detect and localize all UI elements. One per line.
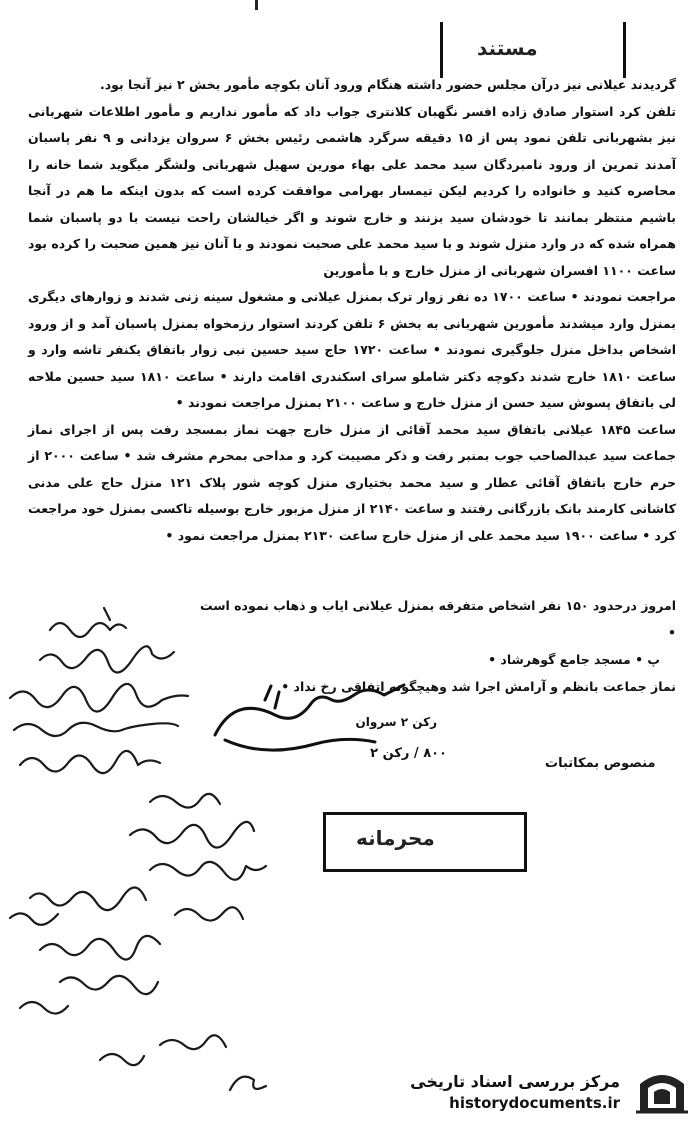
bottom-stamp-text: محرمانه xyxy=(356,826,435,850)
page-mark xyxy=(255,0,258,10)
top-stamp-text: مستند xyxy=(477,36,538,60)
classification-note: منصوص بمکاتبات xyxy=(545,756,656,771)
handwritten-margin-notes xyxy=(0,590,300,1110)
report-body xyxy=(28,72,676,549)
logo-url: historydocuments.ir xyxy=(449,1094,620,1112)
report-paragraph: گردیدند عیلانی نیز درآن مجلس حضور داشته هنگام ورود آنان بکوچه مأمور بخش ۲ نیز آنجا بود. xyxy=(99,77,676,92)
signature-rank: رکن ۲ سروان xyxy=(355,715,437,729)
footnote-line: امروز درحدود ۱۵۰ نفر اشخاص متفرقه بمنزل عیلانی ایاب و ذهاب نموده است • xyxy=(200,598,676,640)
signature-block xyxy=(205,680,505,770)
bottom-stamp xyxy=(323,812,527,872)
signature-office-line: ۸۰۰ / رکن ۲ xyxy=(370,746,447,761)
report-paragraph: ساعت ۱۸۴۵ عیلانی باتفاق سید محمد آقائی از منزل خارج جهت نماز بمسجد رفت پس از اجرای نماز جماعت سید عبدالصاحب جوب بمنبر رفت و ذکر مصیبت کرد و مداحی بمحرم مشرف شد • ساعت ۲۰۰۰ از حرم خارج باتفاق آقائی عطار و سید محمد بختیاری منزل کوچه شور پلاک ۱۲۱ منزل حاج علی مدنی کاشانی کارمند بانک بازرگانی رفتند و ساعت ۲۱۴۰ از منزل مزبور خارج بوسیله تاکسی بمنزل خود مراجعت کرد • ساعت ۱۹۰۰ سید محمد علی از منزل خارج ساعت ۲۱۳۰ بمنزل مراجعت نمود • xyxy=(28,421,677,543)
report-paragraph: تلفن کرد استوار صادق زاده افسر نگهبان کلانتری جواب داد که مأمور نداریم و مأمور اطلاعات شهربانی نیز بشهربانی تلفن نمود پس از ۱۵ دقیقه سرگرد هاشمی رئیس بخش ۶ سروان یزدانی و ۹ نفر پاسبان آمدند تمرین از ورود نامبردگان سید محمد علی بهاء مورین سهیل شهربانی ولشگر میگوید شما خانه را محاصره کنید و خانواده را کردیم لیکن تیمسار بهرامی موافقت کرده است که بدون اینکه ما هم در آنجا باشیم منتظر بمانند تا خودشان سید بزنند و خارج شوند و اگر خیالشان راحت نیست با دو پاسبان شما همراه شده که در وارد منزل شوند و با سید محمد علی صحبت نمودند و با آنان نیز همین صحبت را کرده بود ساعت ۱۱۰۰ افسران شهربانی از منزل خارج و با مأمورین xyxy=(28,103,676,278)
archive-emblem-icon xyxy=(632,1070,692,1116)
site-logo xyxy=(408,1070,698,1118)
top-stamp xyxy=(440,22,626,78)
footnote-line: پ • مسجد جامع گوهرشاد • xyxy=(488,652,660,667)
report-paragraph: مراجعت نمودند • ساعت ۱۷۰۰ ده نفر زوار ترک بمنزل عیلانی و مشغول سینه زنی شدند و زوارهای دیگری بمنزل وارد میشدند مأمورین شهربانی به بخش ۶ تلفن کردند استوار رزمخواه بمنزل پاسبان آمد و از ورود اشخاص بداخل منزل جلوگیری نمودند • ساعت ۱۷۲۰ حاج سید حسین نبی زوار باتفاق یکنفر تاشه وارد و ساعت ۱۸۱۰ خارج شدند دکوچه دکتر شاملو سرای اسکندری اقامت دارند • ساعت ۱۸۱۰ سید حسین ملاحه لی باتفاق پسوش سید حسن از منزل خارج و ساعت ۲۱۰۰ بمنزل مراجعت نمودند • xyxy=(28,289,677,410)
footnote-line: نماز جماعت بانظم و آرامش اجرا شد وهیچگونه اتفاقی رخ نداد • xyxy=(281,679,676,694)
logo-name: مرکز بررسی اسناد تاریخی xyxy=(410,1072,620,1091)
